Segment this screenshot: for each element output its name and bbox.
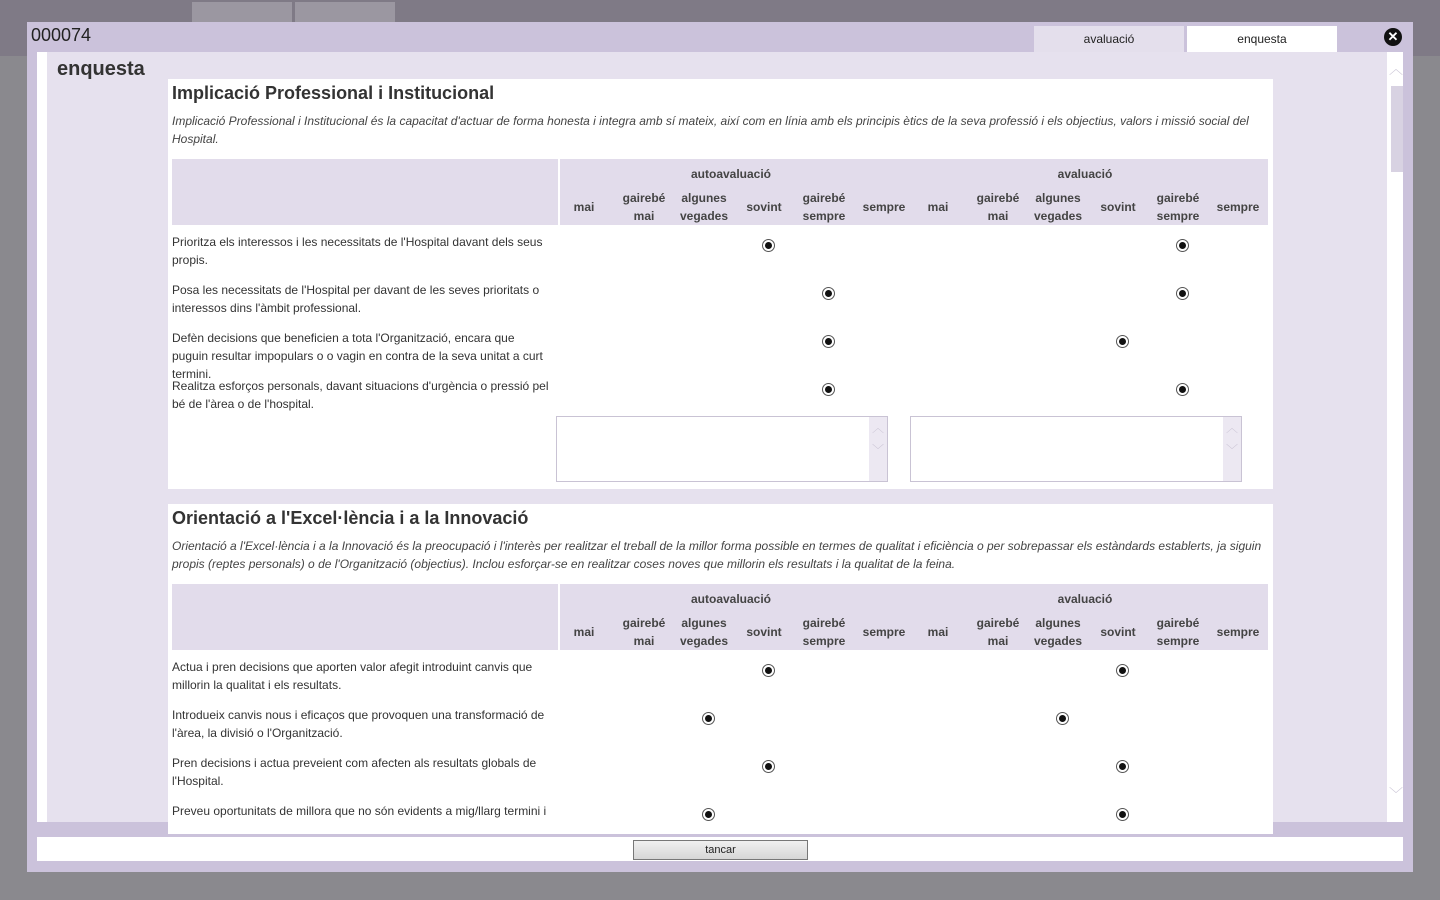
- evaluation-radio[interactable]: [1116, 664, 1129, 677]
- vertical-scrollbar[interactable]: [1387, 62, 1405, 812]
- question-text: Posa les necessitats de l'Hospital per davant de les seves prioritats o interessos dins l'àmbit professional.: [172, 283, 540, 315]
- column-header: mai: [927, 200, 949, 214]
- tab-enquesta[interactable]: enquesta: [1187, 26, 1337, 52]
- column-header: gairebé mai: [976, 616, 1020, 648]
- table-row: [172, 225, 1268, 273]
- table-row: [172, 369, 1268, 417]
- column-header: sempre: [1216, 625, 1260, 639]
- section-description: Orientació a l'Excel·lència i a la Innovació és la preocupació i l'interès per realitzar el treball de la millor forma possible en termes de qualitat i eficiència o per sobrepassar els estàndards establerts, ja siguin propis (reptes personals) o de l'Organització (objectius). Inclou esforçar-se en realitzar coses noves que millorin els resultats i la qualitat de la feina.: [172, 539, 1262, 571]
- self-evaluation-radio[interactable]: [762, 239, 775, 252]
- dialog-content: [37, 52, 1403, 822]
- column-header: algunes vegades: [1033, 191, 1083, 223]
- dialog-title: 000074: [31, 25, 92, 45]
- column-header: gairebé sempre: [1156, 191, 1200, 223]
- column-header: sempre: [862, 625, 906, 639]
- column-header: sempre: [1216, 200, 1260, 214]
- question-text: Prioritza els interessos i les necessitats de l'Hospital davant dels seus propis.: [172, 235, 543, 267]
- table-row: [172, 321, 1268, 381]
- column-header: gairebé mai: [976, 191, 1020, 223]
- comment-input[interactable]: [557, 417, 867, 481]
- column-header: mai: [573, 200, 595, 214]
- column-header: sovint: [746, 625, 782, 639]
- column-header: gairebé sempre: [1156, 616, 1200, 648]
- self-evaluation-radio[interactable]: [702, 808, 715, 821]
- self-evaluation-radio[interactable]: [822, 335, 835, 348]
- question-text: Defèn decisions que beneficien a tota l'Organització, encara que puguin resultar impopulars o o vagin en contra de la seva unitat a curt termini.: [172, 331, 543, 381]
- table-row: [172, 273, 1268, 321]
- group-header: autoavaluació: [690, 592, 772, 606]
- column-header: sovint: [1100, 200, 1136, 214]
- evaluation-radio[interactable]: [1176, 383, 1189, 396]
- survey-section: [168, 79, 1273, 489]
- scrollbar-thumb[interactable]: [1391, 86, 1403, 172]
- self-evaluation-radio[interactable]: [822, 383, 835, 396]
- comment-input[interactable]: [911, 417, 1221, 481]
- evaluation-radio[interactable]: [1056, 712, 1069, 725]
- header-divider: [558, 584, 560, 650]
- evaluation-radio[interactable]: [1176, 239, 1189, 252]
- textarea-scrollbar[interactable]: ︿ ﹀: [1223, 417, 1241, 481]
- column-header: algunes vegades: [1033, 616, 1083, 648]
- self-evaluation-radio[interactable]: [762, 664, 775, 677]
- table-header: [172, 159, 1268, 225]
- survey-dialog: [27, 22, 1413, 872]
- column-header: gairebé sempre: [802, 616, 846, 648]
- close-icon[interactable]: ✕: [1384, 28, 1402, 46]
- column-header: gairebé mai: [622, 616, 666, 648]
- section-title: Implicació Professional i Institucional: [172, 83, 495, 103]
- column-header: mai: [927, 625, 949, 639]
- question-text: Pren decisions i actua preveient com afecten als resultats globals de l'Hospital.: [172, 756, 537, 788]
- evaluation-radio[interactable]: [1116, 760, 1129, 773]
- column-header: algunes vegades: [679, 616, 729, 648]
- table-row: [172, 794, 1268, 842]
- evaluation-radio[interactable]: [1176, 287, 1189, 300]
- tab-avaluacio[interactable]: avaluació: [1034, 26, 1184, 52]
- table-header: [172, 584, 1268, 650]
- textarea-scrollbar[interactable]: ︿ ﹀: [869, 417, 887, 481]
- cancel-button[interactable]: tancar: [633, 840, 808, 860]
- dialog-footer: [37, 837, 1403, 861]
- column-header: mai: [573, 625, 595, 639]
- question-text: Actua i pren decisions que aporten valor afegit introduint canvis que millorin la qualitat i els resultats.: [172, 660, 533, 692]
- section-description: Implicació Professional i Institucional és la capacitat d'actuar de forma honesta i integra amb sí mateix, així com en línia amb els principis ètics de la seva professió i els objectius, valors i missió social del Hospital.: [172, 114, 1249, 146]
- column-header: algunes vegades: [679, 191, 729, 223]
- table-row: [172, 698, 1268, 746]
- column-header: sovint: [746, 200, 782, 214]
- table-row: [172, 746, 1268, 794]
- group-header: avaluació: [1057, 167, 1113, 181]
- page-title: enquesta: [57, 58, 145, 80]
- column-header: gairebé sempre: [802, 191, 846, 223]
- question-text: Preveu oportunitats de millora que no són evidents a mig/llarg termini i: [172, 804, 547, 818]
- column-header: sovint: [1100, 625, 1136, 639]
- column-header: gairebé mai: [622, 191, 666, 223]
- self-evaluation-radio[interactable]: [762, 760, 775, 773]
- survey-section: [168, 504, 1273, 834]
- self-evaluation-radio[interactable]: [702, 712, 715, 725]
- survey-panel: [47, 52, 1403, 822]
- scroll-down-icon[interactable]: ﹀: [1389, 786, 1403, 802]
- self-evaluation-radio[interactable]: [822, 287, 835, 300]
- header-divider: [558, 159, 560, 225]
- evaluation-radio[interactable]: [1116, 335, 1129, 348]
- evaluation-comment-textarea[interactable]: [910, 416, 1242, 482]
- evaluation-radio[interactable]: [1116, 808, 1129, 821]
- question-text: Realitza esforços personals, davant situacions d'urgència o pressió pel bé de l'àrea o de l'hospital.: [172, 379, 549, 411]
- section-title: Orientació a l'Excel·lència i a la Innovació: [172, 508, 529, 528]
- group-header: avaluació: [1057, 592, 1113, 606]
- self-comment-textarea[interactable]: [556, 416, 888, 482]
- question-text: Introdueix canvis nous i eficaços que provoquen una transformació de l'àrea, la divisió o l'Organització.: [172, 708, 545, 740]
- group-header: autoavaluació: [690, 167, 772, 181]
- scroll-up-icon[interactable]: ︿: [1389, 61, 1403, 77]
- table-row: [172, 650, 1268, 698]
- column-header: sempre: [862, 200, 906, 214]
